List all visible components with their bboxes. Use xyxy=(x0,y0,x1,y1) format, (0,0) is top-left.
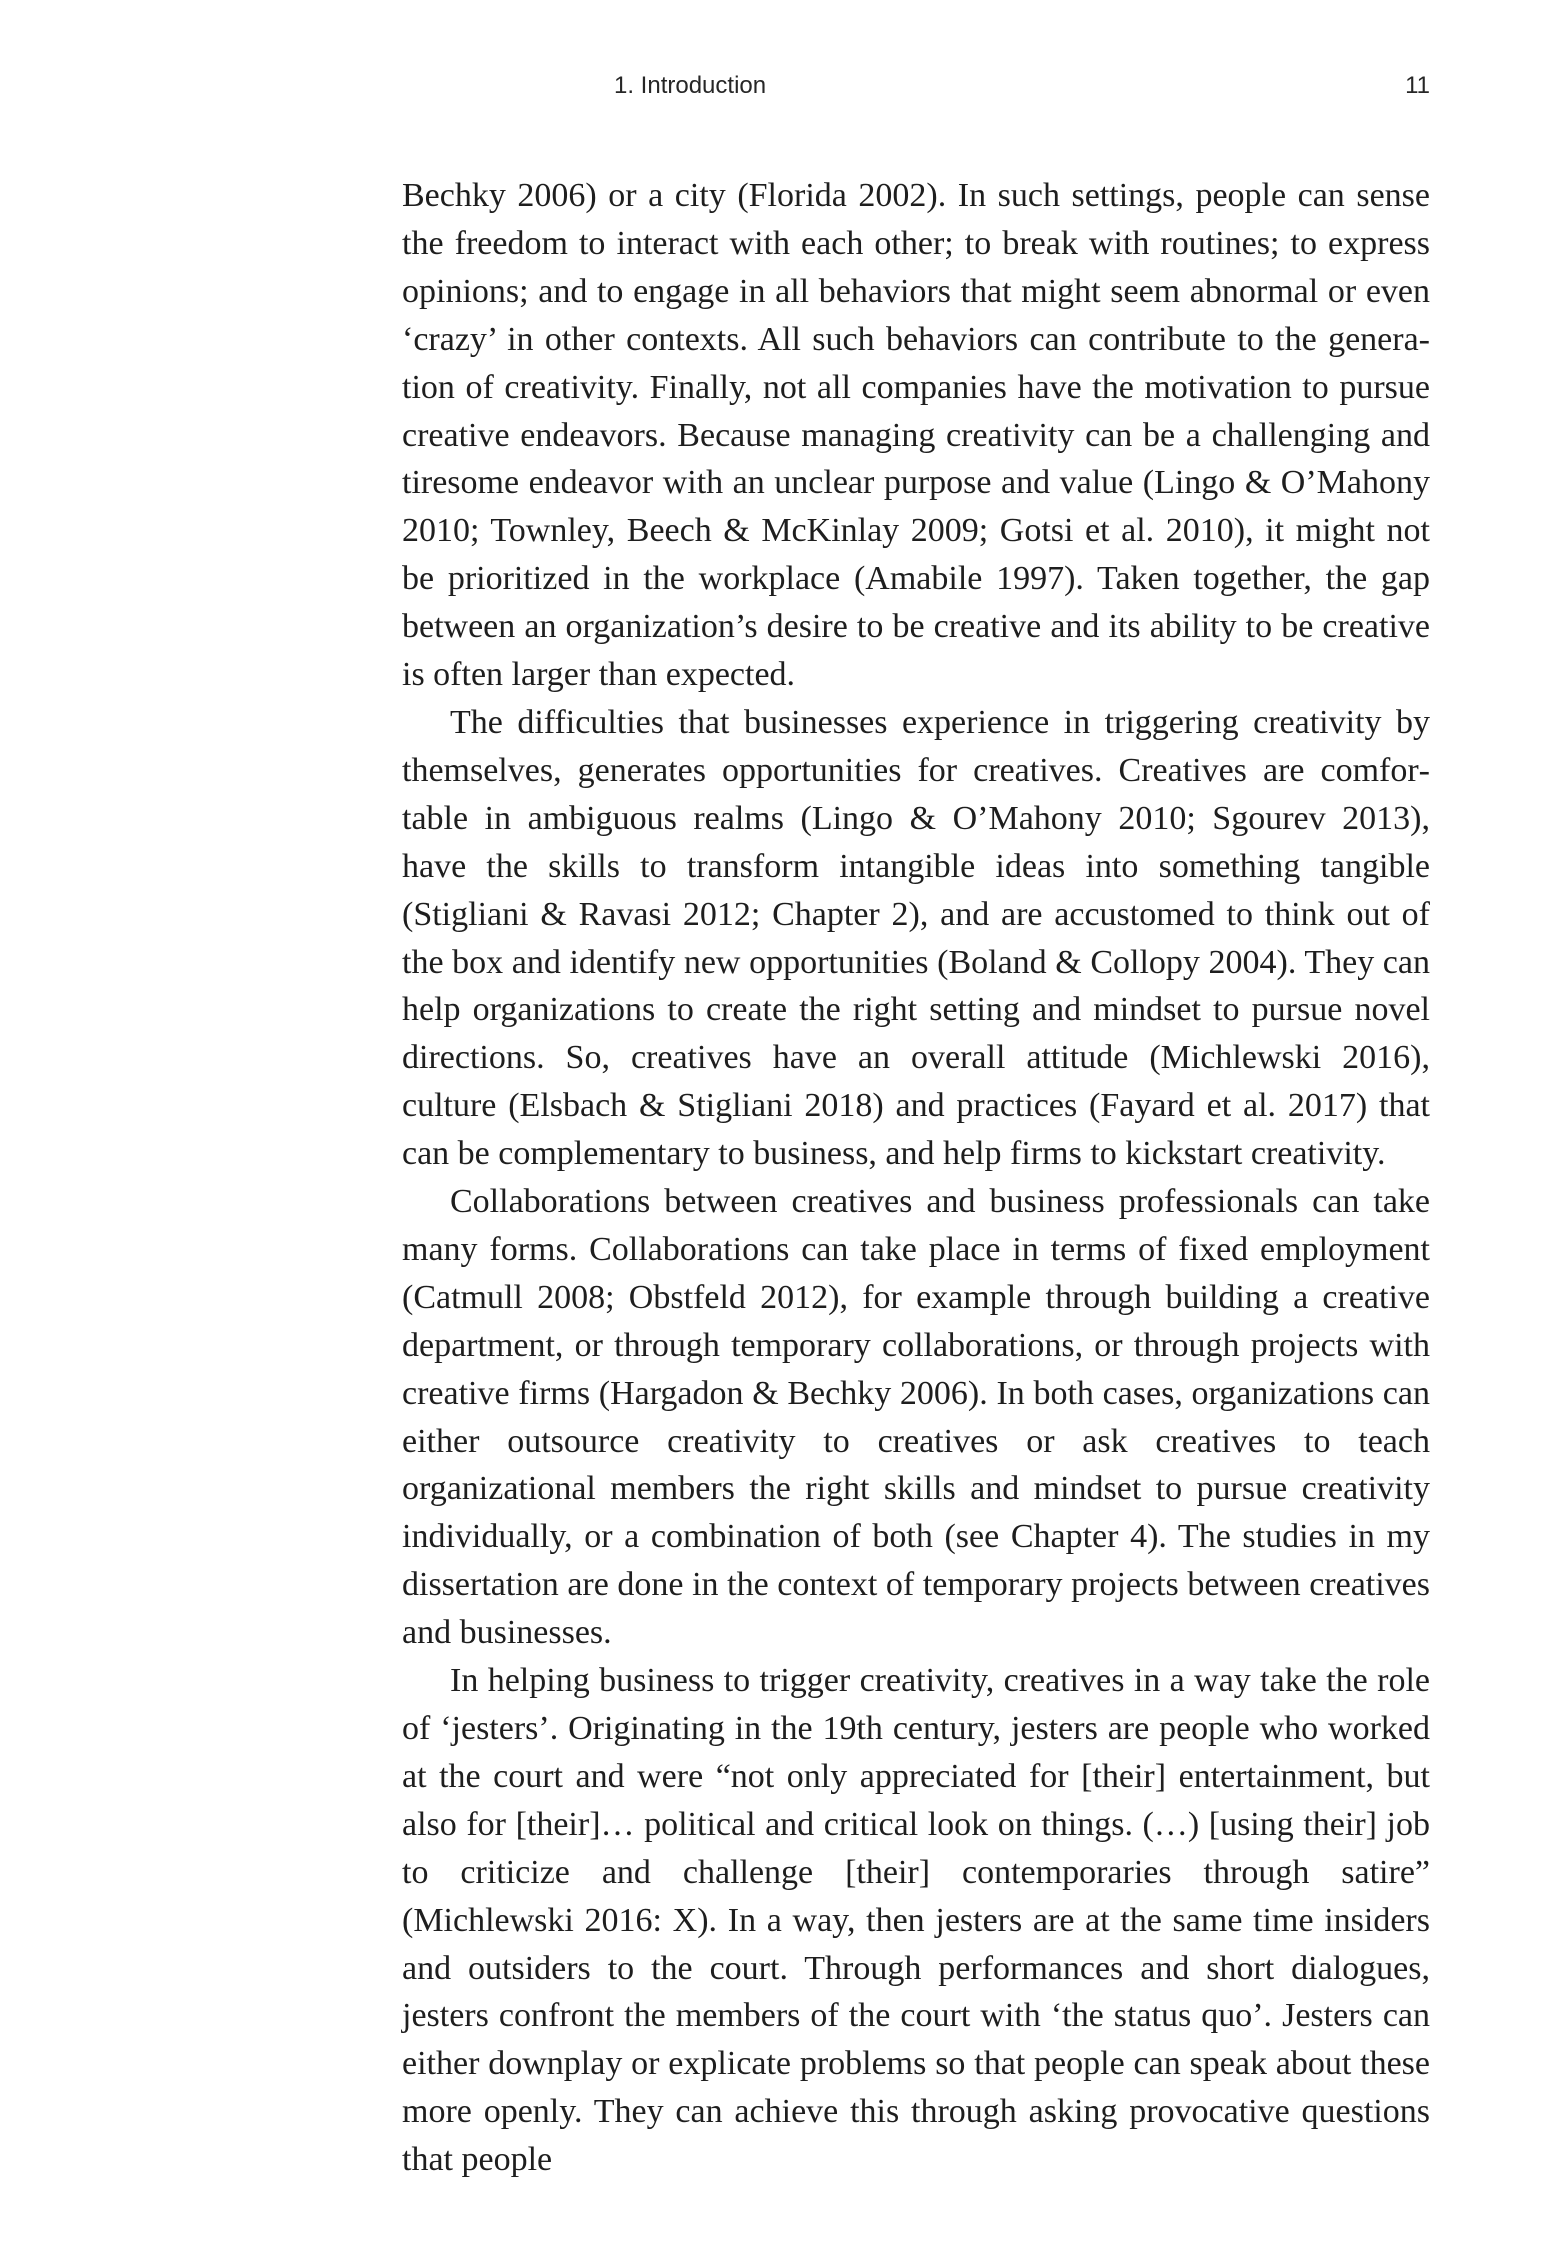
page-number: 11 xyxy=(1405,72,1430,99)
paragraph-2: The difficulties that businesses experience in triggering creativity by themselves, generates opportunities for creatives. Creatives are comfortable in ambiguous realms (Lingo & O’Mahony 2010; Sgourev 2013), have the skills to transform intangible ideas into something tangible (Stigliani & Ravasi 2012; Chapter 2), and are accustomed to think out of the box and identify new opportunities (Boland & Collopy 2004). They can help organizations to create the right setting and mindset to pursue novel directions. So, creatives have an overall attitude (Michlewski 2016), culture (Elsbach & Stigliani 2018) and practices (Fayard et al. 2017) that can be complementary to business, and help firms to kickstart creativity. xyxy=(402,703,1430,1173)
paragraph-3: Collaborations between creatives and business professionals can take many forms. Collaborations can take place in terms of fixed employment (Catmull 2008; Obstfeld 2012), for example through building a creative department, or through temporary collaborations, or through projects with creative firms (Hargadon & Bechky 2006). In both cases, organizations can either outsource creativity to creatives or ask creatives to teach organizational members the right skills and mindset to pursue creativity individually, or a combination of both (see Chapter 4). The studies in my dissertation are done in the context of temporary projects between creatives and businesses. xyxy=(402,1183,1430,1652)
paragraph-1: Bechky 2006) or a city (Florida 2002). In such settings, people can sense the freedom to interact with each other; to break with routines; to express opinions; and to engage in all behaviors that might seem abnormal or even ‘crazy’ in other contexts. All such behaviors can contribute to the generation of creativity. Finally, not all companies have the motivation to pursue creative endeavors. Because managing creativity can be a challenging and tiresome endeavor with an unclear purpose and value (Lingo & O’Mahony 2010; Townley, Beech & McKinlay 2009; Gotsi et al. 2010), it might not be prioritized in the workplace (Amabile 1997). Taken together, the gap between an organization’s desire to be creative and its ability to be creative is often larger than expected. xyxy=(402,177,1430,694)
body-text xyxy=(402,172,1430,2184)
running-head xyxy=(402,66,1430,106)
paragraph-4: In helping business to trigger creativity, creatives in a way take the role of ‘jesters’. Originating in the 19th century, jesters are people who worked at the court and were “not only appreciated for [their] entertainment, but also for [their]… political and critical look on things. (…) [using their] job to criticize and challenge [their] contemporaries through satire” (Michlewski 2016: X). In a way, then jesters are at the same time insiders and outsiders to the court. Through performances and short dialogues, jesters confront the members of the court with ‘the status quo’. Jesters can either downplay or explicate problems so that people can speak about these more openly. They can achieve this through asking provocative questions that people xyxy=(402,1662,1430,2179)
section-title: 1. Introduction xyxy=(614,72,767,99)
